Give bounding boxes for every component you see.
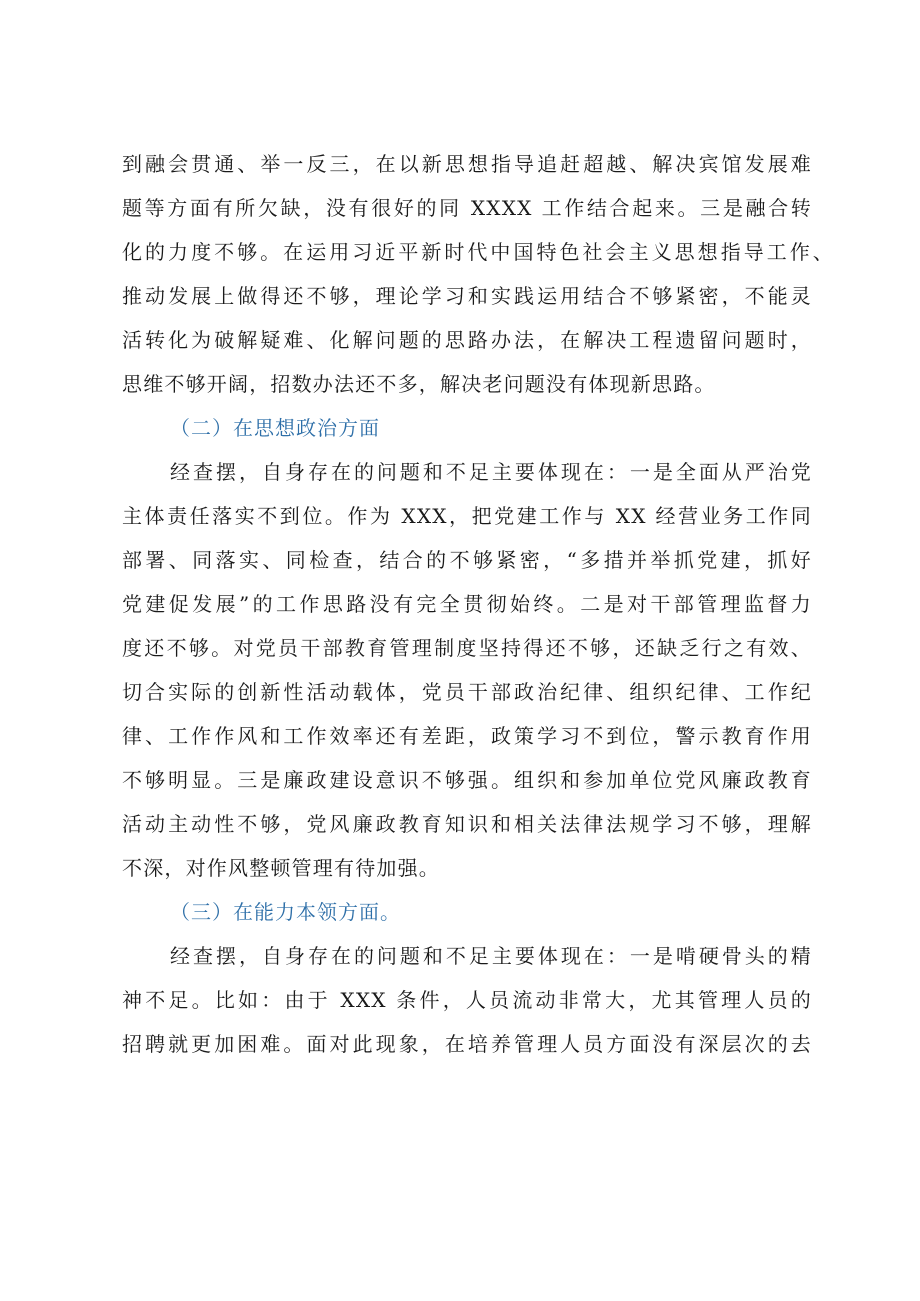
paragraph-line: 不够明显。三是廉政建设意识不够强。组织和参加单位党风廉政教育 [122,768,812,792]
paragraph-line: 党建促发展”的工作思路没有完全贯彻始终。二是对干部管理监督力 [122,592,812,616]
paragraph-line: 到融会贯通、举一反三，在以新思想指导追赶超越、解决宾馆发展难 [122,152,812,176]
paragraph-line: 活动主动性不够，党风廉政教育知识和相关法律法规学习不够，理解 [122,812,812,836]
paragraph-line: 招聘就更加困难。面对此现象，在培养管理人员方面没有深层次的去 [122,1032,812,1056]
paragraph-line: 推动发展上做得还不够，理论学习和实践运用结合不够紧密，不能灵 [122,284,812,308]
section-heading: （二）在思想政治方面 [170,416,380,440]
paragraph-line: 律、工作作风和工作效率还有差距，政策学习不到位，警示教育作用 [122,724,812,748]
paragraph-line: 经查摆，自身存在的问题和不足主要体现在：一是啃硬骨头的精 [170,944,812,968]
paragraph-line: 活转化为破解疑难、化解问题的思路办法，在解决工程遗留问题时， [122,328,812,352]
paragraph-line: 不深，对作风整顿管理有待加强。 [122,856,440,880]
paragraph-line: 主体责任落实不到位。作为 XXX，把党建工作与 XX 经营业务工作同 [122,504,812,528]
paragraph-line: 化的力度不够。在运用习近平新时代中国特色社会主义思想指导工作、 [122,240,834,264]
paragraph-line: 部署、同落实、同检查，结合的不够紧密，“多措并举抓党建，抓好 [122,548,812,572]
paragraph-line: 神不足。比如：由于 XXX 条件，人员流动非常大，尤其管理人员的 [122,988,812,1012]
paragraph-line: 度还不够。对党员干部教育管理制度坚持得还不够，还缺乏行之有效、 [122,636,812,660]
paragraph-line: 题等方面有所欠缺，没有很好的同 XXXX 工作结合起来。三是融合转 [122,196,812,220]
paragraph-line: 经查摆，自身存在的问题和不足主要体现在：一是全面从严治党 [170,460,812,484]
section-heading: （三）在能力本领方面。 [170,900,401,924]
paragraph-line: 思维不够开阔，招数办法还不多，解决老问题没有体现新思路。 [122,372,716,396]
paragraph-line: 切合实际的创新性活动载体，党员干部政治纪律、组织纪律、工作纪 [122,680,812,704]
